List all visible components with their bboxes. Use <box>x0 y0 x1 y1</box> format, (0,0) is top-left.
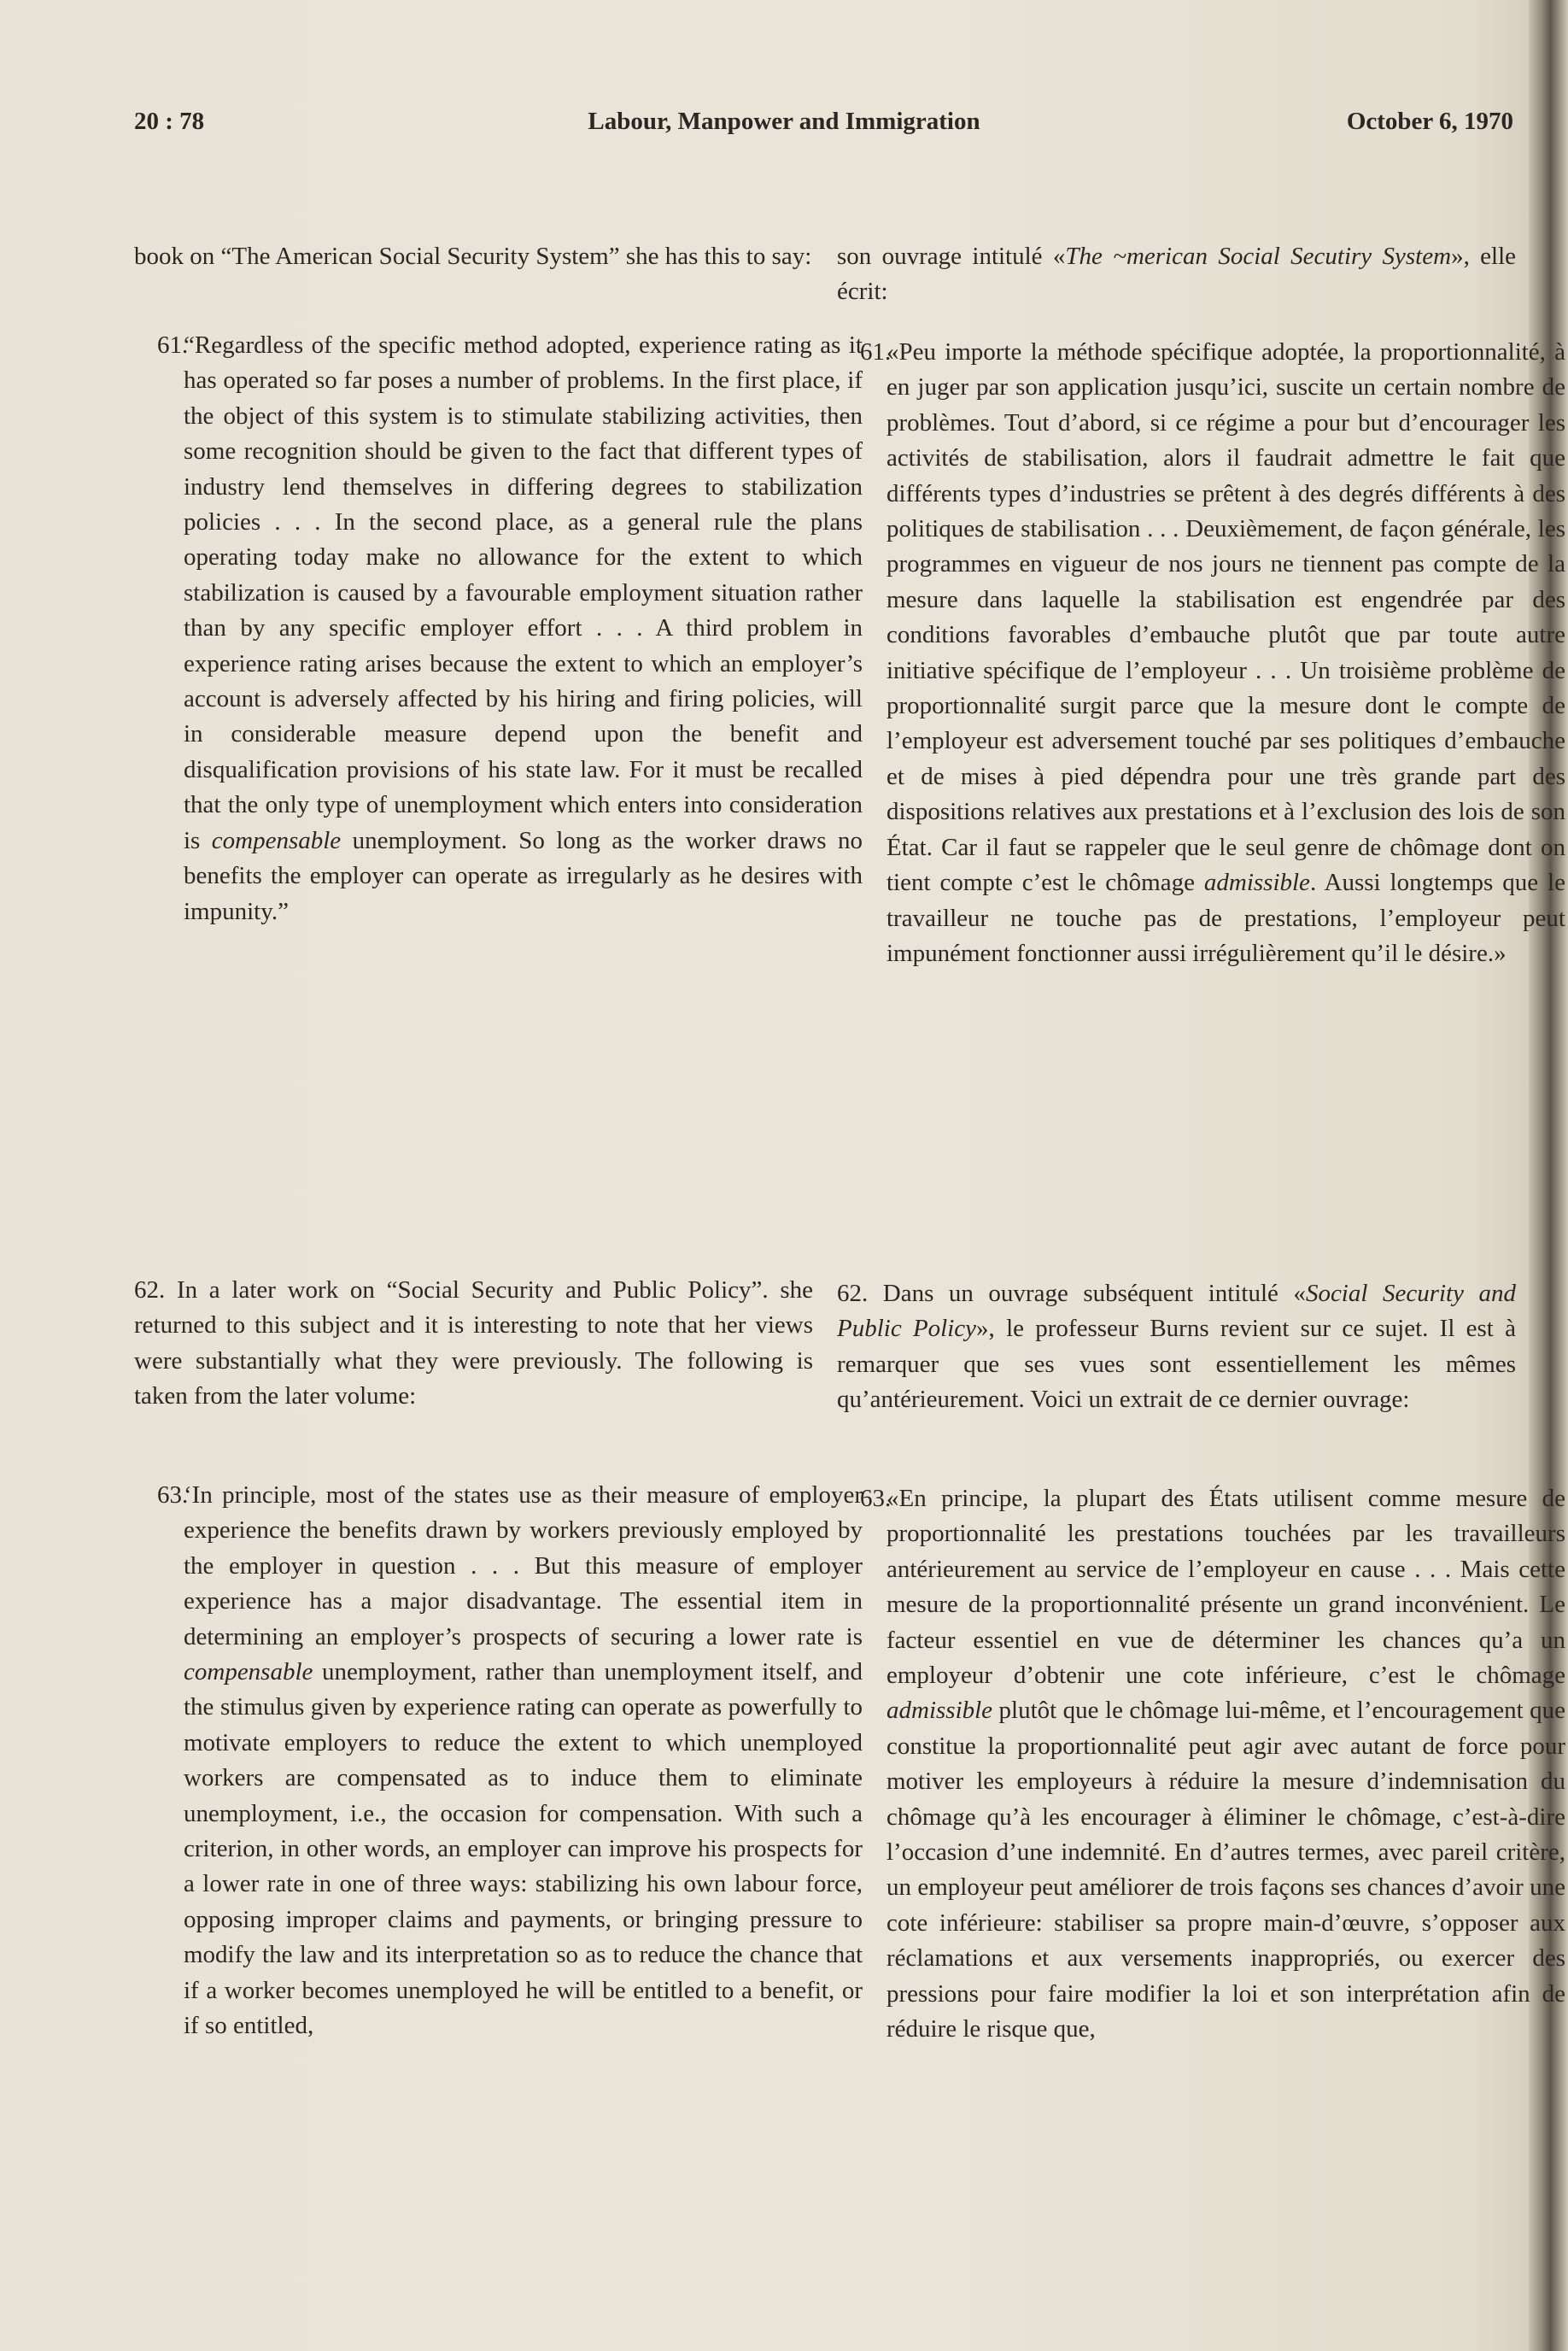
french-intro: son ouvrage intitulé «The ~merican Social Secutiry System», elle écrit: <box>837 243 1517 306</box>
quote-61-text: “Regardless of the specific method adopted, experience rating as it has operated so far poses a number of problems. In the first place, if the object of this system is to stimulate stabilizing activities, then some recognition should be given to the fact that different types of industry lend themselves in differing degrees to stabilization policies . . . In the second place, as a general rule the plans operating today make no allowance for the extent to which stabilization is caused by a favourable employment situation rather than by any specific employer effort . . . A third problem in experience rating arises because the extent to which an employer’s account is adversely affected by his hiring and firing policies, will in considerable measure depend upon the benefit and disqualification provisions of his state law. For it must be recalled that the only type of unemployment which enters into consideration is compensable unemployment. So long as the worker draws no benefits the employer can operate as irregularly as he desires with impunity.” <box>184 331 863 925</box>
french-intro-block <box>837 239 1516 310</box>
quote-61-number: 61. <box>157 331 189 359</box>
quote-63-number: 63. <box>157 1481 189 1509</box>
paragraph-62-text-fr: 62. Dans un ouvrage subséquent intitulé «Social Security and Public Policy», le professeur Burns revient sur ce sujet. Il est à remarquer que ses vues sont essentiellement les mêmes qu’antérieurement. Voici un extrait de ce dernier ouvrage: <box>837 1280 1516 1414</box>
page-number: 20 : 78 <box>134 108 205 135</box>
page-date: October 6, 1970 <box>1346 108 1513 135</box>
english-intro-block <box>134 239 813 274</box>
french-paragraph-62 <box>837 1276 1516 1418</box>
quote-63-text: ‘In principle, most of the states use as their measure of employer experience the benefits drawn by workers previously employed by the employer in question . . . But this measure of employer experience has a major disadvantage. The essential item in determining an employer’s prospects of securing a lower rate is compensable unemployment, rather than unemployment itself, and the stimulus given by experience rating can operate as powerfully to motivate employers to reduce the extent to which unemployed workers are compensated as to induce them to eliminate unemployment, i.e., the occasion for compensation. With such a criterion, in other words, an employer can improve his prospects for a lower rate in one of three ways: stabilizing his own labour force, opposing improper claims and payments, or bringing pressure to modify the law and its interpretation so as to reduce the chance that if a worker becomes unemployed he will be entitled to a benefit, or if so entitled, <box>184 1481 863 2040</box>
quote-61-number-fr: 61. <box>860 338 892 366</box>
english-intro: book on “The American Social Security System” she has this to say: <box>134 243 812 270</box>
running-title: Labour, Manpower and Immigration <box>588 108 980 135</box>
english-quote-63 <box>134 1478 863 2044</box>
quote-61-text-fr: «Peu importe la méthode spécifique adoptée, la proportionnalité, à en juger par son application jusqu’ici, suscite un certain nombre de problèmes. Tout d’abord, si ce régime a pour but d’encourager les activités de stabilisation, alors il faudrait admettre le fait que différents types d’industries se prêtent à des degrés différents à des politiques de stabilisation . . . Deuxièmement, de façon générale, les programmes en vigueur de nos jours ne tiennent pas compte de la mesure dans laquelle la stabilisation est engendrée par des conditions favorables d’embauche plutôt que par toute autre initiative spécifique de l’employeur . . . Un troisième problème de proportionnalité surgit parce que la mesure dont le compte de l’employeur est adversement touché par ses politiques d’embauche et de mises à pied dépendra pour une très grande part des dispositions relatives aux prestations et à l’exclusion des lois de son État. Car il faut se rappeler que le seul genre de chômage dont on tient compte c’est le chômage admissible. Aussi longtemps que le travailleur ne touche pas de prestations, l’employeur peut impunément fonctionner aussi irrégulièrement qu’il le désire.» <box>886 338 1565 967</box>
quote-63-text-fr: «En principe, la plupart des États utilisent comme mesure de proportionnalité les prestations touchées par les travailleurs antérieurement au service de l’employeur en cause . . . Mais cette mesure de la proportionnalité présente un grand inconvénient. Le facteur essentiel en vue de déterminer les chances qu’a un employeur d’obtenir une cote inférieure, c’est le chômage admissible plutôt que le chômage lui-même, et l’encouragement que constitue la proportionnalité peut agir avec autant de force pour motiver les employeurs à réduire la mesure d’indemnisation du chômage qu’à les encourager à éliminer le chômage, c’est-à-dire l’occasion d’une indemnité. En d’autres termes, avec pareil critère, un employeur peut améliorer de trois façons ses chances d’avoir une cote inférieure: stabiliser sa propre main-d’œuvre, s’opposer aux réclamations et aux versements inappropriés, ou exercer des pressions pour faire modifier la loi et son interprétation afin de réduire le risque que, <box>886 1485 1565 2043</box>
french-quote-63 <box>837 1481 1565 2048</box>
english-quote-61 <box>134 328 863 929</box>
paragraph-62-text: 62. In a later work on “Social Security and Public Policy”. she returned to this subject and it is interesting to note that her views were substantially what they were previously. The following is taken from the later volume: <box>134 1276 813 1410</box>
english-paragraph-62 <box>134 1273 813 1415</box>
french-quote-61 <box>837 335 1565 971</box>
quote-63-number-fr: 63. <box>860 1485 892 1512</box>
